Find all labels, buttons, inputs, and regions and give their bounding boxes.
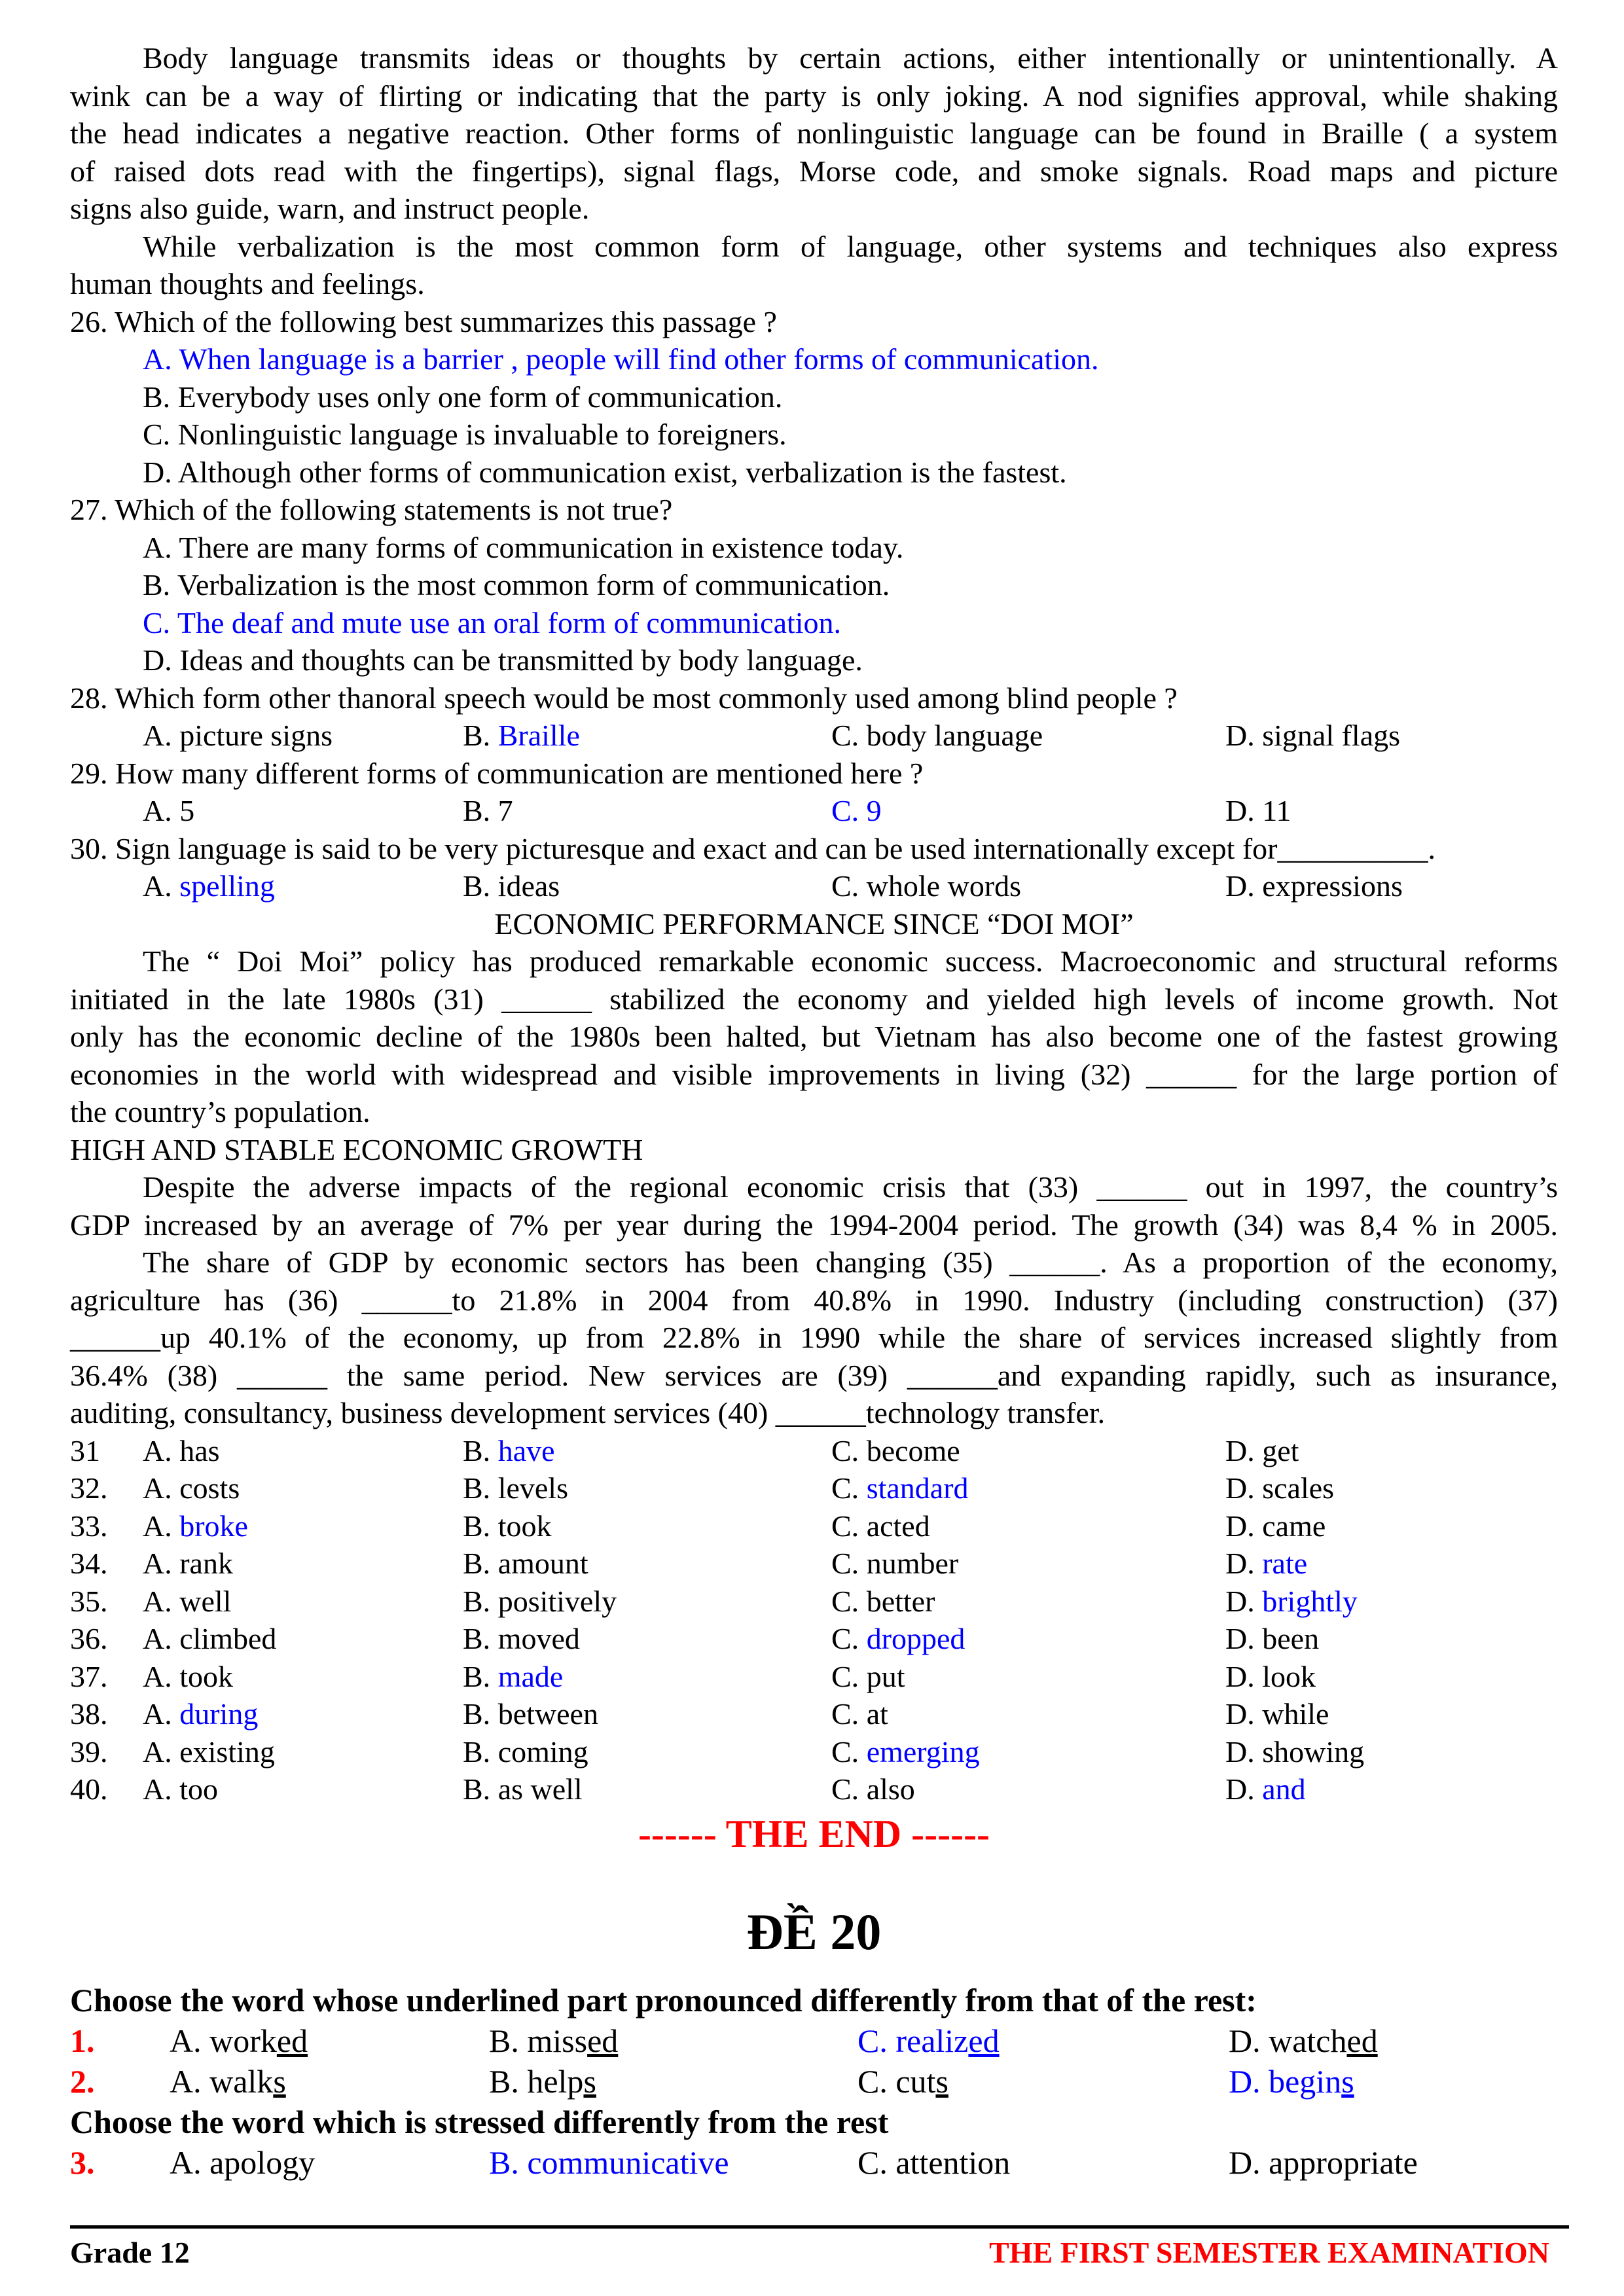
answer-option: D. look (1225, 1659, 1316, 1693)
answer-option: B. between (463, 1697, 598, 1731)
answer-option: B. helps (489, 2062, 596, 2100)
answer-option: D. appropriate (1229, 2144, 1418, 2181)
answer-option-correct: D. brightly (1225, 1584, 1358, 1618)
passage-body-language (70, 39, 1558, 303)
passage-line: only has the economic decline of the 1980s been halted, but Vietnam has also become one of the fastest growing (70, 1020, 1558, 1053)
cloze-row (70, 1695, 1558, 1733)
cloze-row (70, 1545, 1558, 1583)
passage-line: initiated in the late 1980s (31) ______ stabilized the economy and yielded high levels of income growth. Not (70, 982, 1558, 1016)
passage-line: auditing, consultancy, business development services (40) ______technology transfer. (70, 1396, 1106, 1429)
answer-option: B. as well (463, 1772, 583, 1806)
underlined-part: ed (587, 2022, 619, 2059)
answer-option: C. acted (831, 1509, 930, 1543)
answer-option: B. coming (463, 1734, 588, 1768)
answer-option-correct: D. and (1225, 1772, 1306, 1806)
passage-line: human thoughts and feelings. (70, 267, 425, 300)
answer-option: D. showing (1225, 1734, 1365, 1768)
section-heading: HIGH AND STABLE ECONOMIC GROWTH (70, 1132, 643, 1166)
cloze-row (70, 1432, 1558, 1470)
underlined-part: s (273, 2062, 286, 2100)
answer-option: A. walks (170, 2062, 286, 2100)
answer-option: A. 5 (143, 794, 195, 827)
question-number: 35. (70, 1584, 108, 1618)
underlined-part: ed (968, 2022, 1000, 2059)
cloze-row (70, 1583, 1558, 1621)
answer-option: A. well (143, 1584, 232, 1618)
answer-option-correct: C. 9 (831, 794, 882, 827)
underlined-part: s (1341, 2062, 1354, 2100)
answer-option: B. moved (463, 1622, 580, 1655)
answer-option: B. Verbalization is the most common form of communication. (143, 568, 890, 601)
question-29 (70, 755, 1558, 830)
answer-option-correct: C. The deaf and mute use an oral form of communication. (143, 605, 842, 639)
passage-line: The share of GDP by economic sectors has been changing (35) ______. As a proportion of the economy, (143, 1246, 1558, 1279)
answer-option: C. also (831, 1772, 915, 1806)
question-number: 34. (70, 1547, 108, 1580)
answer-option: B. missed (489, 2022, 619, 2059)
cloze-row (70, 1658, 1558, 1696)
passage-line: ______up 40.1% of the economy, up from 22.8% in 1990 while the share of services increased slightly from (70, 1321, 1558, 1354)
stress-question-3 (70, 2142, 1558, 2183)
answer-option: D. 11 (1225, 794, 1291, 827)
answer-option-correct: B. have (463, 1433, 555, 1467)
answer-option: A. apology (170, 2144, 316, 2181)
answer-option: D. Ideas and thoughts can be transmitted by body language. (143, 643, 863, 677)
answer-option: C. cuts (857, 2062, 948, 2100)
answer-option: D. watched (1229, 2022, 1378, 2059)
passage-line: economies in the world with widespread and visible improvements in living (32) ______ for the large portion of (70, 1057, 1558, 1091)
passage-line: Despite the adverse impacts of the regional economic crisis that (33) ______ out in 1997, the country’s (143, 1170, 1558, 1204)
answer-option: D. Although other forms of communication exist, verbalization is the fastest. (143, 455, 1067, 489)
passage-line: Body language transmits ideas or thoughts by certain actions, either intentionally or unintentionally. A (143, 41, 1558, 75)
answer-option: D. expressions (1225, 869, 1403, 903)
answer-option: D. signal flags (1225, 719, 1401, 752)
section-instruction: Choose the word whose underlined part pronounced differently from that of the rest: (70, 1981, 1257, 2018)
passage-line: the country’s population. (70, 1095, 370, 1128)
question-number: 36. (70, 1622, 108, 1655)
answer-option-correct: B. made (463, 1659, 564, 1693)
passage-line: wink can be a way of flirting or indicating that the party is only joking. A nod signifies approval, while shaking (70, 79, 1558, 113)
answer-option: B. levels (463, 1471, 568, 1505)
question-number: 32. (70, 1471, 108, 1505)
pronunciation-question-1 (70, 2020, 1558, 2061)
question-number: 39. (70, 1734, 108, 1768)
passage-line: GDP increased by an average of 7% per year during the 1994-2004 period. The growth (34) was 8,4 % in 2005. (70, 1208, 1558, 1242)
question-stem: 27. Which of the following statements is not true? (70, 493, 673, 526)
answer-option: D. been (1225, 1622, 1320, 1655)
footer-grade: Grade 12 (70, 2236, 190, 2269)
answer-option: B. positively (463, 1584, 617, 1618)
question-stem: 29. How many different forms of communication are mentioned here ? (70, 756, 924, 790)
question-number: 37. (70, 1659, 108, 1693)
cloze-row (70, 1733, 1558, 1771)
question-27 (70, 491, 1558, 679)
passage-line: signs also guide, warn, and instruct people. (70, 192, 590, 225)
passage-doi-moi (70, 942, 1558, 1131)
cloze-row (70, 1620, 1558, 1658)
question-number: 1. (70, 2022, 95, 2059)
question-26 (70, 303, 1558, 492)
question-stem: 30. Sign language is said to be very picturesque and exact and can be used internationally except for__________. (70, 831, 1435, 865)
answer-option: A. existing (143, 1734, 275, 1768)
answer-correct-text: Braille (497, 719, 580, 752)
answer-option: B. ideas (463, 869, 560, 903)
answer-option: B. took (463, 1509, 552, 1543)
question-number: 38. (70, 1697, 108, 1731)
answer-option: A. climbed (143, 1622, 277, 1655)
underlined-part: s (935, 2062, 948, 2100)
options-row (70, 867, 1558, 905)
question-stem: 26. Which of the following best summarizes this passage ? (70, 304, 777, 338)
answer-option: D. get (1225, 1433, 1299, 1467)
question-28 (70, 679, 1558, 755)
answer-option: D. scales (1225, 1471, 1335, 1505)
answer-option: B. amount (463, 1547, 588, 1580)
answer-option: A. spelling (143, 869, 275, 903)
answer-option-correct: D. begins (1229, 2062, 1354, 2100)
answer-option: A. rank (143, 1547, 233, 1580)
exam-page (70, 39, 1558, 2183)
passage-line: agriculture has (36) ______to 21.8% in 2004 from 40.8% in 1990. Industry (including construction) (37) (70, 1283, 1558, 1317)
exam-title: ĐỀ 20 (746, 1903, 882, 1960)
answer-option-correct: C. dropped (831, 1622, 965, 1655)
question-number: 40. (70, 1772, 108, 1806)
answer-option: A. too (143, 1772, 219, 1806)
answer-option: A. took (143, 1659, 234, 1693)
answer-option: C. Nonlinguistic language is invaluable to foreigners. (143, 418, 787, 451)
passage-line: of raised dots read with the fingertips), signal flags, Morse code, and smoke signals. Road maps and picture (70, 154, 1558, 188)
answer-option: B. 7 (463, 794, 513, 827)
answer-option-correct: D. rate (1225, 1547, 1308, 1580)
question-stem: 28. Which form other thanoral speech would be most commonly used among blind people ? (70, 681, 1178, 715)
answer-option: A. worked (170, 2022, 308, 2059)
answer-option: B. Everybody uses only one form of communication. (143, 380, 783, 414)
passage-title: ECONOMIC PERFORMANCE SINCE “DOI MOI” (494, 906, 1134, 941)
the-end-marker: ------ THE END ------ (638, 1812, 990, 1856)
answer-option: C. number (831, 1547, 959, 1580)
answer-option: A. costs (143, 1471, 240, 1505)
answer-option: B. Braille (463, 719, 580, 752)
passage-line: While verbalization is the most common form of language, other systems and techniques also express (143, 229, 1558, 263)
question-30 (70, 830, 1558, 905)
answer-option-correct: C. emerging (831, 1734, 980, 1768)
cloze-row (70, 1469, 1558, 1507)
answer-option: A. There are many forms of communication in existence today. (143, 530, 904, 564)
answer-option-correct: C. realized (857, 2022, 1000, 2059)
question-number: 31 (70, 1433, 100, 1467)
answer-correct-text: spelling (179, 869, 275, 903)
answer-option-correct: A. broke (143, 1509, 248, 1543)
question-number: 2. (70, 2062, 95, 2100)
cloze-row (70, 1507, 1558, 1545)
answer-option: A. picture signs (143, 719, 333, 752)
answer-option: C. body language (831, 719, 1043, 752)
page-footer (70, 2225, 1569, 2269)
passage-line: The “ Doi Moi” policy has produced remarkable economic success. Macroeconomic and structural reforms (143, 944, 1558, 978)
question-number: 33. (70, 1509, 108, 1543)
options-row (70, 717, 1558, 755)
answer-option: C. whole words (831, 869, 1022, 903)
answer-option: C. put (831, 1659, 905, 1693)
answer-option-correct: A. during (143, 1697, 259, 1731)
passage-line: the head indicates a negative reaction. Other forms of nonlinguistic language can be found in Braille ( a system (70, 117, 1558, 150)
answer-option-correct: C. standard (831, 1471, 969, 1505)
section-instruction: Choose the word which is stressed differently from the rest (70, 2103, 889, 2140)
options-row (70, 792, 1558, 830)
passage-growth (70, 1168, 1558, 1432)
answer-option: A. has (143, 1433, 220, 1467)
underlined-part: ed (1346, 2022, 1378, 2059)
answer-option: D. came (1225, 1509, 1326, 1543)
pronunciation-question-2 (70, 2061, 1558, 2102)
answer-option: C. become (831, 1433, 960, 1467)
cloze-options-table (70, 1432, 1558, 1808)
answer-option: C. better (831, 1584, 935, 1618)
answer-option-correct: A. When language is a barrier , people will find other forms of communication. (143, 342, 1099, 376)
passage-line: 36.4% (38) ______ the same period. New services are (39) ______and expanding rapidly, such as insurance, (70, 1358, 1558, 1392)
underlined-part: s (583, 2062, 596, 2100)
question-number: 3. (70, 2144, 95, 2181)
answer-option: C. at (831, 1697, 888, 1731)
cloze-row (70, 1770, 1558, 1808)
answer-option-correct: B. communicative (489, 2144, 729, 2181)
underlined-part: ed (276, 2022, 308, 2059)
answer-option: C. attention (857, 2144, 1011, 2181)
answer-option: D. while (1225, 1697, 1329, 1731)
footer-exam-title: THE FIRST SEMESTER EXAMINATION (989, 2236, 1549, 2269)
